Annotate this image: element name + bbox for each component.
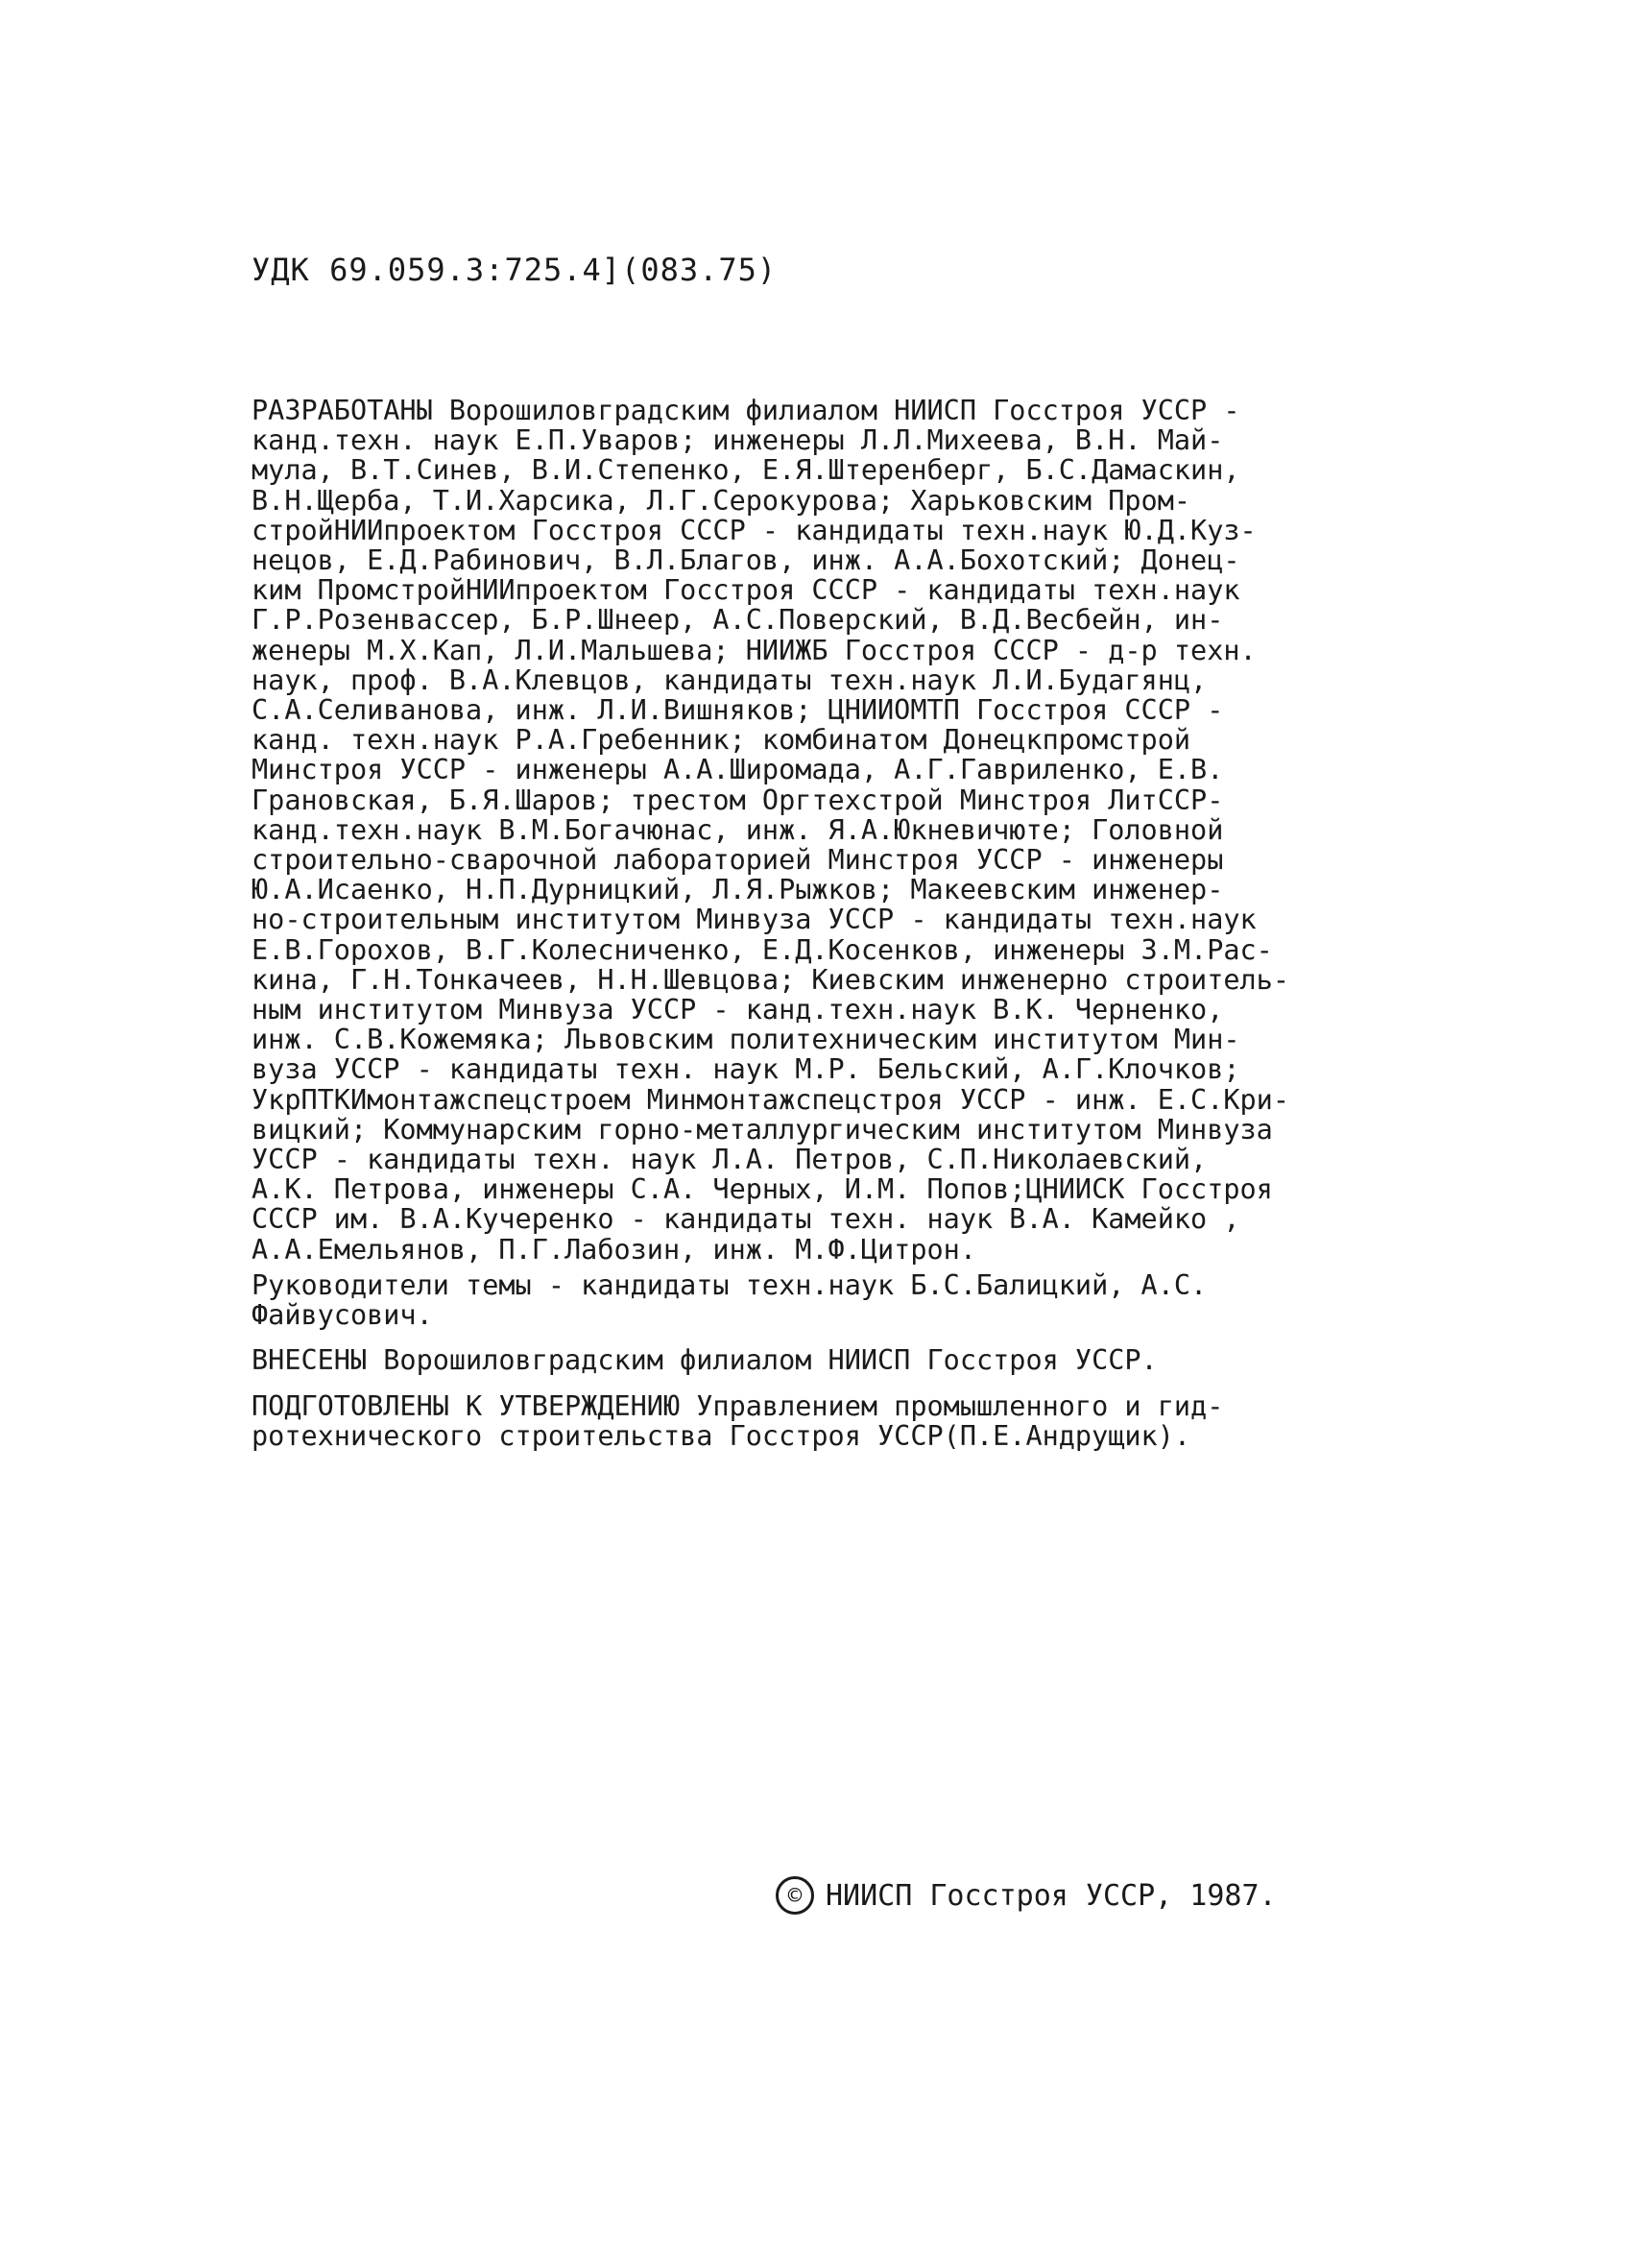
text-line: Минстроя УССР - инженеры А.А.Широмада, А.Г.Гавриленко, Е.В. [252, 755, 1224, 785]
text-line: канд.техн. наук Е.П.Уваров; инженеры Л.Л.Михеева, В.Н. Май- [252, 425, 1224, 456]
text-line: УССР - кандидаты техн. наук Л.А. Петров, С.П.Николаевский, [252, 1145, 1208, 1175]
credits-block [252, 396, 1404, 1451]
text-line: Е.В.Горохов, В.Г.Колесниченко, Е.Д.Косенков, инженеры З.М.Рас- [252, 934, 1273, 965]
text-line: ким ПромстройНИИпроектом Госстроя СССР - кандидаты техн.наук [252, 575, 1240, 606]
text-line: строительно-сварочной лабораторией Минстроя УССР - инженеры [252, 845, 1224, 876]
text-line: С.А.Селиванова, инж. Л.И.Вишняков; ЦНИИОМТП Госстроя СССР - [252, 695, 1224, 726]
copyright-text: НИИСП Госстроя УССР, 1987. [826, 1878, 1277, 1913]
text-line: РАЗРАБОТАНЫ Ворошиловградским филиалом НИИСП Госстроя УССР - [252, 396, 1240, 426]
text-line: ПОДГОТОВЛЕНЫ К УТВЕРЖДЕНИЮ Управлением промышленного и гид- [252, 1390, 1224, 1421]
copyright-icon: © [776, 1876, 814, 1915]
text-line: канд. техн.наук Р.А.Гребенник; комбинатом Донецкпромстрой [252, 725, 1191, 756]
text-line: Ю.А.Исаенко, Н.П.Дурницкий, Л.Я.Рыжков; Макеевским инженер- [252, 875, 1224, 905]
text-line: канд.техн.наук В.М.Богачюнас, инж. Я.А.Юкневичюте; Головной [252, 814, 1224, 846]
text-line: А.А.Емельянов, П.Г.Лабозин, инж. М.Ф.Цитрон. [252, 1234, 976, 1265]
text-line: УкрПТКИмонтажспецстроем Минмонтажспецстроя УССР - инж. Е.С.Кри- [252, 1084, 1289, 1115]
udk-code: УДК 69.059.3:725.4](083.75) [252, 252, 778, 288]
text-line: нецов, Е.Д.Рабинович, В.Л.Благов, инж. А.А.Бохотский; Донец- [252, 545, 1240, 576]
copyright-notice [776, 1876, 1277, 1915]
text-line: наук, проф. В.А.Клевцов, кандидаты техн.наук Л.И.Будагянц, [252, 664, 1208, 696]
text-line: женеры М.Х.Кап, Л.И.Мальшева; НИИЖБ Госстроя СССР - д-р техн. [252, 635, 1257, 665]
text-line: кина, Г.Н.Тонкачеев, Н.Н.Шевцова; Киевским инженерно строитель- [252, 964, 1289, 996]
text-line: ротехнического строительства Госстроя УССР(П.Е.Андрущик). [252, 1420, 1191, 1451]
text-line: Руководители темы - кандидаты техн.наук Б.С.Балицкий, А.С. [252, 1269, 1208, 1301]
text-line: СССР им. В.А.Кучеренко - кандидаты техн. наук В.А. Камейко , [252, 1204, 1240, 1235]
text-line: но-строительным институтом Минвуза УССР - кандидаты техн.наук [252, 905, 1257, 935]
text-line: мула, В.Т.Синев, В.И.Степенко, Е.Я.Штеренберг, Б.С.Дамаскин, [252, 455, 1240, 486]
text-line: А.К. Петрова, инженеры С.А. Черных, И.М. Попов;ЦНИИСК Госстроя [252, 1174, 1273, 1205]
text-line: инж. С.В.Кожемяка; Львовским политехническим институтом Мин- [252, 1025, 1240, 1055]
prepared-paragraph [252, 1391, 1404, 1451]
text-line: Грановская, Б.Я.Шаров; трестом Оргтехстрой Минстроя ЛитССР- [252, 784, 1224, 815]
text-line: ВНЕСЕНЫ Ворошиловградским филиалом НИИСП Госстроя УССР. [252, 1345, 1158, 1376]
developed-paragraph [252, 396, 1404, 1265]
text-line: Г.Р.Розенвассер, Б.Р.Шнеер, А.С.Поверский, В.Д.Весбейн, ин- [252, 605, 1224, 636]
text-line: стройНИИпроектом Госстроя СССР - кандидаты техн.наук Ю.Д.Куз- [252, 515, 1257, 546]
text-line: В.Н.Щерба, Т.И.Харсика, Л.Г.Серокурова; Харьковским Пром- [252, 485, 1191, 516]
text-line: вицкий; Коммунарским горно-металлургическим институтом Минвуза [252, 1114, 1273, 1146]
text-line: вуза УССР - кандидаты техн. наук М.Р. Бельский, А.Г.Клочков; [252, 1054, 1240, 1085]
text-line: ным институтом Минвуза УССР - канд.техн.наук В.К. Черненко, [252, 995, 1224, 1025]
text-line: Файвусович. [252, 1300, 433, 1331]
leaders-paragraph [252, 1270, 1404, 1330]
submitted-paragraph [252, 1345, 1404, 1375]
